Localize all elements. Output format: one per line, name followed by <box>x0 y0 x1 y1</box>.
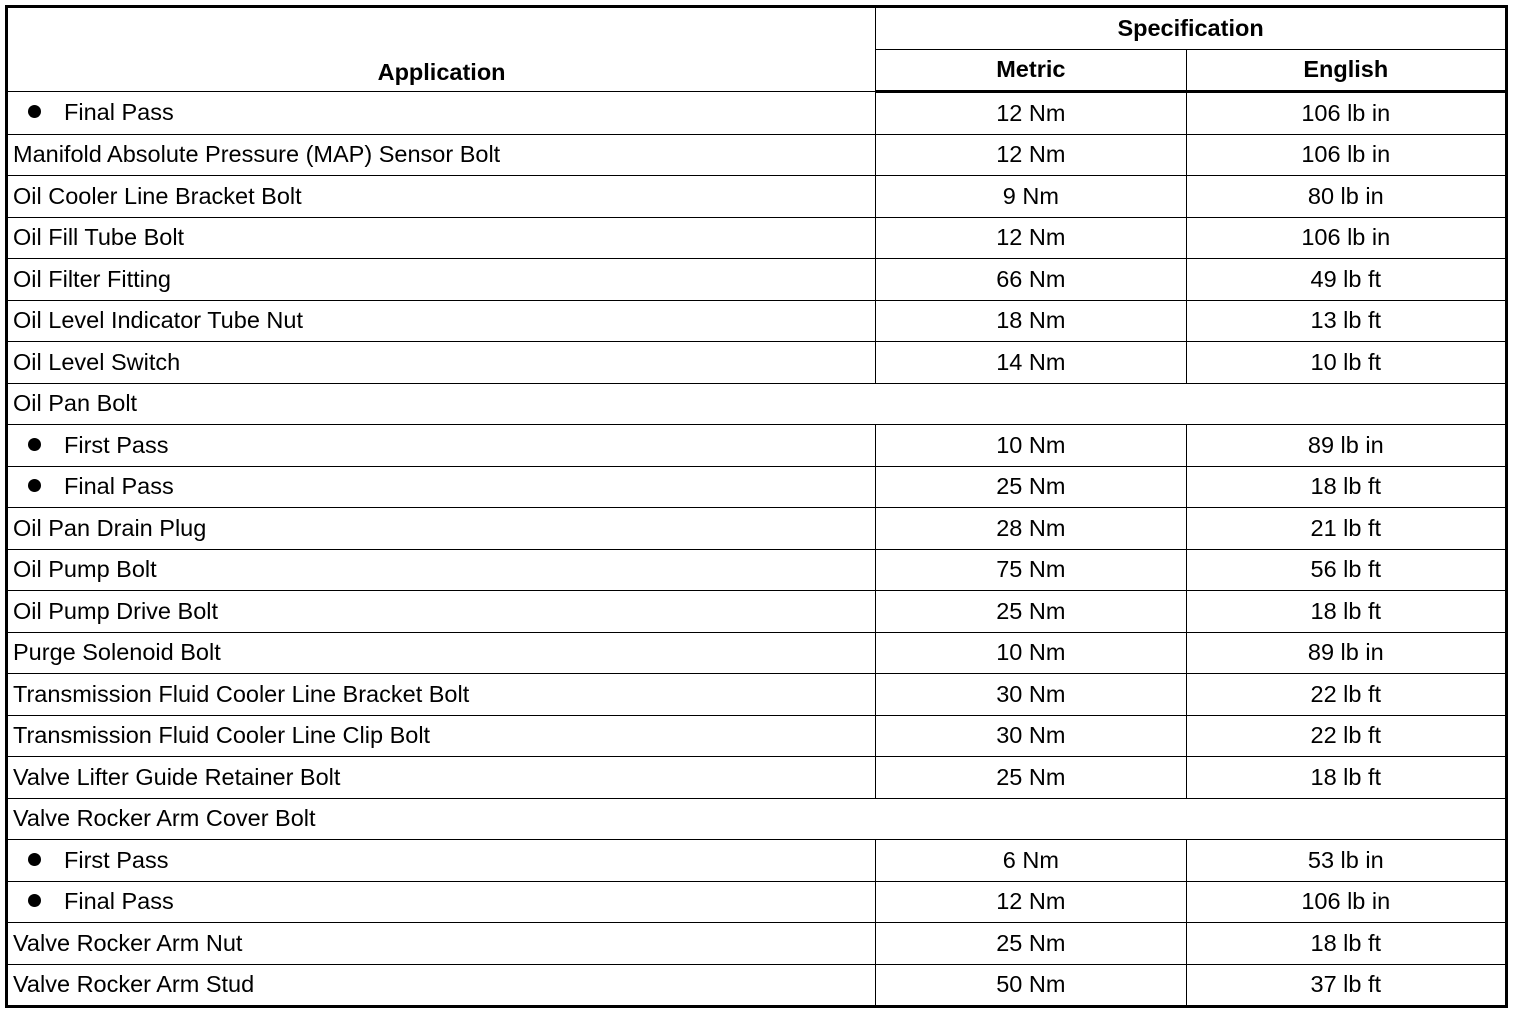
english-value: 89 lb in <box>1186 425 1506 467</box>
table-row <box>7 92 1507 135</box>
application-cell <box>7 840 876 882</box>
application-cell <box>7 383 1507 425</box>
application-cell <box>7 715 876 757</box>
metric-value: 75 Nm <box>876 549 1186 591</box>
metric-value: 25 Nm <box>876 923 1186 965</box>
table-row <box>7 300 1507 342</box>
application-label: Oil Level Switch <box>13 348 181 375</box>
metric-value: 66 Nm <box>876 259 1186 301</box>
application-label: Valve Rocker Arm Stud <box>13 971 255 997</box>
application-cell <box>7 632 876 674</box>
application-label: Oil Pump Drive Bolt <box>13 597 219 624</box>
application-label: Final Pass <box>64 473 174 499</box>
english-value: 49 lb ft <box>1186 259 1506 301</box>
application-label: Purge Solenoid Bolt <box>13 639 221 665</box>
english-value: 18 lb ft <box>1186 591 1506 633</box>
specification-header: Specification <box>876 7 1507 50</box>
english-value: 106 lb in <box>1186 92 1506 135</box>
application-cell <box>7 549 876 591</box>
table-row <box>7 425 1507 467</box>
application-cell <box>7 176 876 218</box>
metric-value: 25 Nm <box>876 466 1186 508</box>
application-cell <box>7 342 876 384</box>
english-value: 10 lb ft <box>1186 342 1506 384</box>
application-label: Oil Pump Bolt <box>13 556 157 582</box>
application-cell <box>7 757 876 799</box>
table-row <box>7 508 1507 550</box>
metric-value: 30 Nm <box>876 674 1186 716</box>
application-cell <box>7 508 876 550</box>
english-value: 21 lb ft <box>1186 508 1506 550</box>
metric-value: 12 Nm <box>876 134 1186 176</box>
metric-value: 10 Nm <box>876 632 1186 674</box>
application-label: First Pass <box>64 431 169 458</box>
metric-value: 9 Nm <box>876 176 1186 218</box>
english-value: 106 lb in <box>1186 134 1506 176</box>
english-value: 53 lb in <box>1186 840 1506 882</box>
application-column-header: Application <box>7 7 876 92</box>
english-value: 18 lb ft <box>1186 466 1506 508</box>
application-cell <box>7 964 876 1007</box>
metric-value: 14 Nm <box>876 342 1186 384</box>
application-cell <box>7 259 876 301</box>
application-label: Oil Pan Drain Plug <box>13 514 207 541</box>
english-value: 89 lb in <box>1186 632 1506 674</box>
application-label: Valve Rocker Arm Cover Bolt <box>13 805 316 831</box>
table-row <box>7 259 1507 301</box>
english-column-header: English <box>1186 49 1506 92</box>
application-label: Transmission Fluid Cooler Line Clip Bolt <box>13 722 431 748</box>
application-cell <box>7 591 876 633</box>
table-row <box>7 923 1507 965</box>
metric-value: 6 Nm <box>876 840 1186 882</box>
metric-value: 25 Nm <box>876 757 1186 799</box>
application-label: Final Pass <box>64 888 174 914</box>
metric-value: 25 Nm <box>876 591 1186 633</box>
table-row <box>7 466 1507 508</box>
application-cell <box>7 881 876 923</box>
table-body <box>7 92 1507 1007</box>
english-value: 13 lb ft <box>1186 300 1506 342</box>
application-cell <box>7 466 876 508</box>
table-row <box>7 881 1507 923</box>
table-row <box>7 217 1507 259</box>
application-label: Oil Filter Fitting <box>13 265 171 292</box>
bullet-icon <box>28 894 41 907</box>
application-label: Manifold Absolute Pressure (MAP) Sensor Bolt <box>13 141 501 167</box>
application-label: Valve Lifter Guide Retainer Bolt <box>13 763 341 790</box>
bullet-icon <box>28 105 41 118</box>
metric-value: 10 Nm <box>876 425 1186 467</box>
english-value: 18 lb ft <box>1186 923 1506 965</box>
metric-value: 50 Nm <box>876 964 1186 1007</box>
application-cell <box>7 923 876 965</box>
application-cell <box>7 300 876 342</box>
group-row <box>7 383 1507 425</box>
group-row <box>7 798 1507 840</box>
application-label: Oil Cooler Line Bracket Bolt <box>13 182 302 209</box>
application-label: Oil Pan Bolt <box>13 390 138 416</box>
metric-value: 28 Nm <box>876 508 1186 550</box>
english-value: 22 lb ft <box>1186 715 1506 757</box>
english-value: 18 lb ft <box>1186 757 1506 799</box>
application-label: Oil Fill Tube Bolt <box>13 224 185 250</box>
metric-value: 12 Nm <box>876 881 1186 923</box>
table-row <box>7 674 1507 716</box>
bullet-icon <box>28 438 41 451</box>
table-row <box>7 840 1507 882</box>
english-value: 80 lb in <box>1186 176 1506 218</box>
application-label: Final Pass <box>64 99 174 125</box>
table-row <box>7 342 1507 384</box>
application-cell <box>7 674 876 716</box>
application-label: Oil Level Indicator Tube Nut <box>13 307 303 333</box>
table-row <box>7 591 1507 633</box>
application-label: Transmission Fluid Cooler Line Bracket Bolt <box>13 680 470 707</box>
metric-value: 12 Nm <box>876 217 1186 259</box>
application-cell <box>7 798 1507 840</box>
metric-value: 30 Nm <box>876 715 1186 757</box>
table-row <box>7 134 1507 176</box>
english-value: 37 lb ft <box>1186 964 1506 1007</box>
english-value: 106 lb in <box>1186 217 1506 259</box>
table-row <box>7 757 1507 799</box>
table-row <box>7 176 1507 218</box>
metric-value: 18 Nm <box>876 300 1186 342</box>
application-label: First Pass <box>64 846 169 873</box>
application-label: Valve Rocker Arm Nut <box>13 929 243 956</box>
table-row <box>7 715 1507 757</box>
application-cell <box>7 92 876 135</box>
metric-column-header: Metric <box>876 49 1186 92</box>
bullet-icon <box>28 479 41 492</box>
application-cell <box>7 425 876 467</box>
application-cell <box>7 134 876 176</box>
metric-value: 12 Nm <box>876 92 1186 135</box>
table-row <box>7 549 1507 591</box>
english-value: 106 lb in <box>1186 881 1506 923</box>
table-row <box>7 632 1507 674</box>
english-value: 22 lb ft <box>1186 674 1506 716</box>
application-cell <box>7 217 876 259</box>
english-value: 56 lb ft <box>1186 549 1506 591</box>
bullet-icon <box>28 853 41 866</box>
torque-spec-table <box>5 5 1508 1008</box>
table-row <box>7 964 1507 1007</box>
